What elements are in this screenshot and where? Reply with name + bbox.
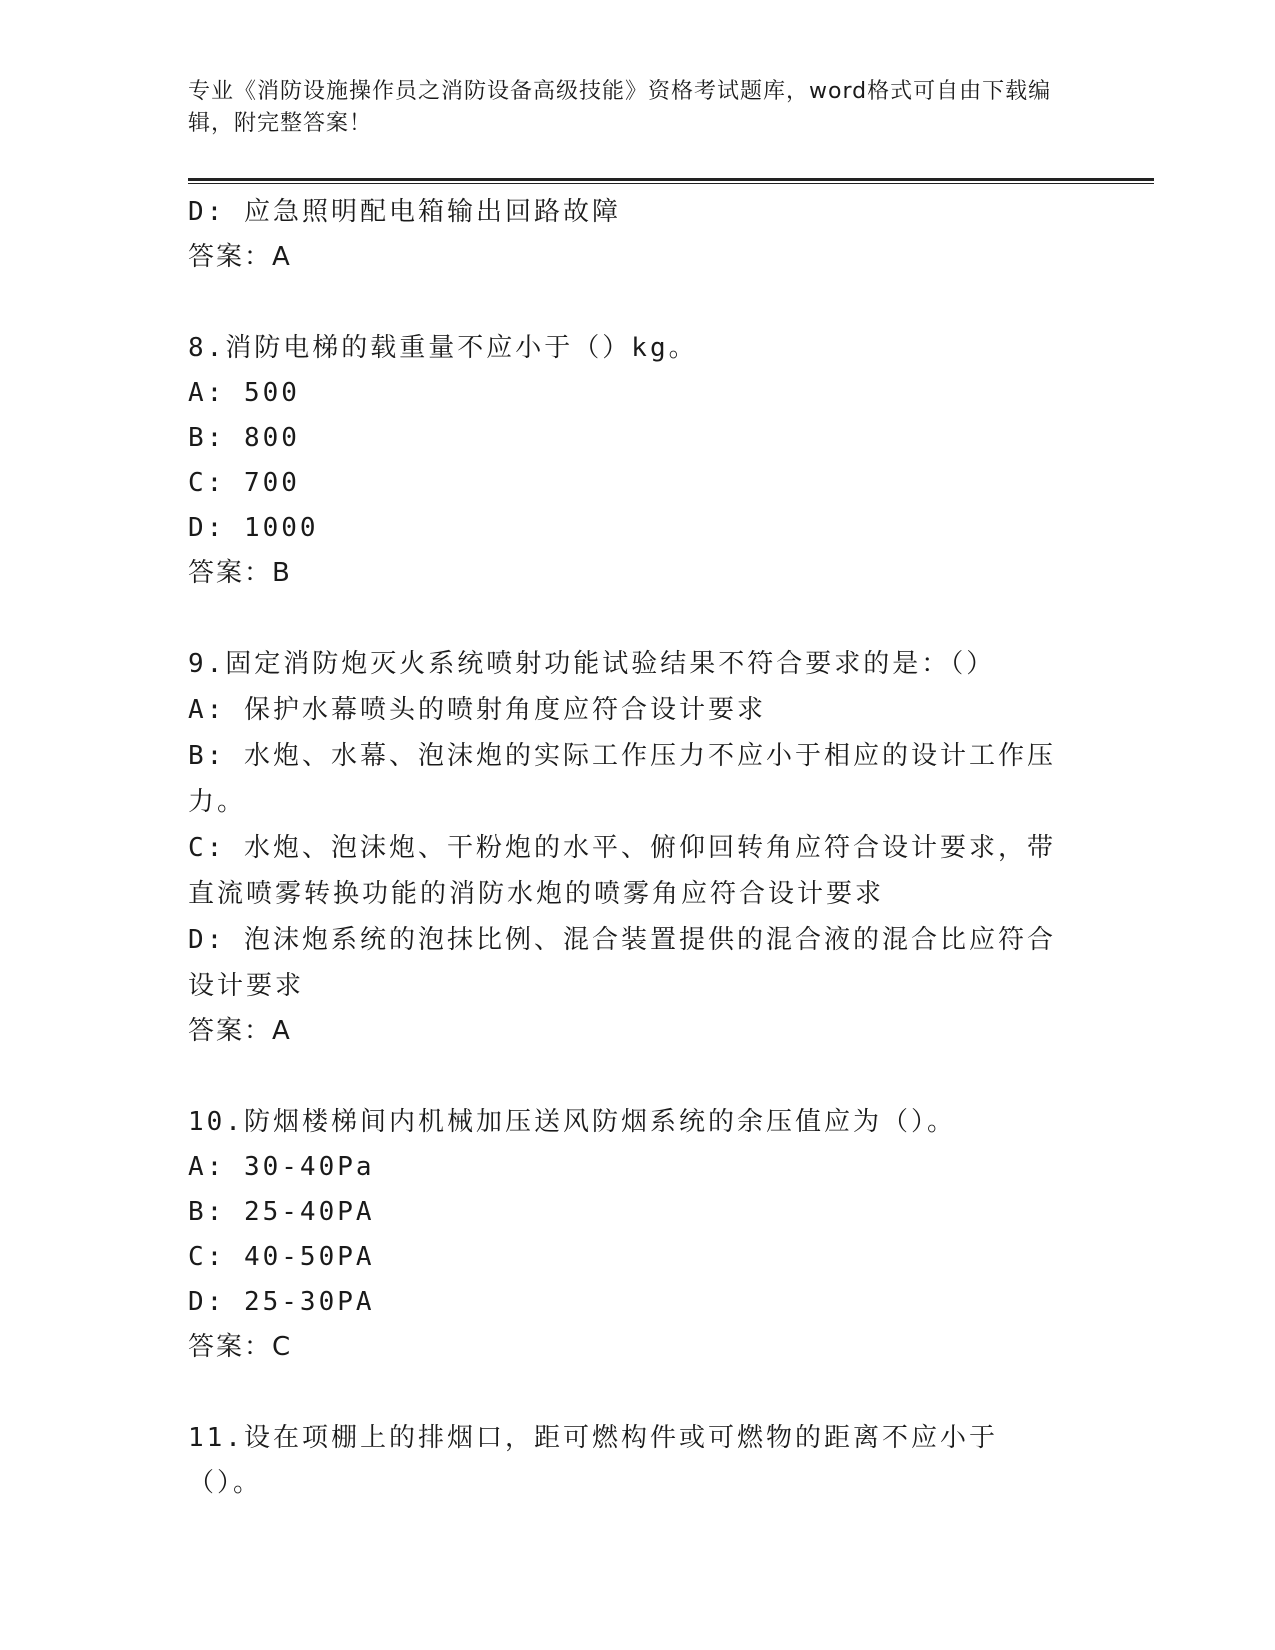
question-8	[188, 326, 1068, 596]
question-stem: 8.消防电梯的载重量不应小于（）kg。	[188, 333, 698, 363]
previous-question-tail	[188, 190, 1068, 280]
document-header	[188, 76, 1148, 140]
question-stem: 11.设在项棚上的排烟口，距可燃构件或可燃物的距离不应小于（）。	[188, 1423, 998, 1498]
question-11	[188, 1416, 1068, 1506]
option-b: B: 水炮、水幕、泡沫炮的实际工作压力不应小于相应的设计工作压力。	[188, 741, 1056, 817]
answer-line: 答案：A	[188, 242, 292, 272]
option-a: A: 保护水幕喷头的喷射角度应符合设计要求	[188, 695, 766, 725]
option-c: C: 40-50PA	[188, 1242, 375, 1272]
option-c: C: 水炮、泡沫炮、干粉炮的水平、俯仰回转角应符合设计要求，带直流喷雾转换功能的消防水炮的喷雾角应符合设计要求	[188, 833, 1056, 909]
question-stem: 9.固定消防炮灭火系统喷射功能试验结果不符合要求的是：（）	[188, 649, 996, 679]
option-d: D: 应急照明配电箱输出回路故障	[188, 197, 621, 227]
option-a: A: 500	[188, 378, 300, 408]
option-b: B: 800	[188, 423, 300, 453]
header-text: 专业《消防设施操作员之消防设备高级技能》资格考试题库，word格式可自由下载编辑，附完整答案！	[188, 79, 1052, 136]
option-b: B: 25-40PA	[188, 1197, 375, 1227]
option-d: D: 25-30PA	[188, 1287, 375, 1317]
document-body	[188, 190, 1068, 1506]
answer-line: 答案：C	[188, 1332, 293, 1362]
question-9	[188, 642, 1068, 1054]
option-a: A: 30-40Pa	[188, 1152, 375, 1182]
question-stem: 10.防烟楼梯间内机械加压送风防烟系统的余压值应为（）。	[188, 1107, 956, 1137]
answer-line: 答案：A	[188, 1016, 292, 1046]
answer-line: 答案：B	[188, 558, 292, 588]
option-c: C: 700	[188, 468, 300, 498]
question-10	[188, 1100, 1068, 1370]
header-divider	[188, 178, 1154, 184]
option-d: D: 1000	[188, 513, 319, 543]
option-d: D: 泡沫炮系统的泡抹比例、混合装置提供的混合液的混合比应符合设计要求	[188, 925, 1056, 1001]
